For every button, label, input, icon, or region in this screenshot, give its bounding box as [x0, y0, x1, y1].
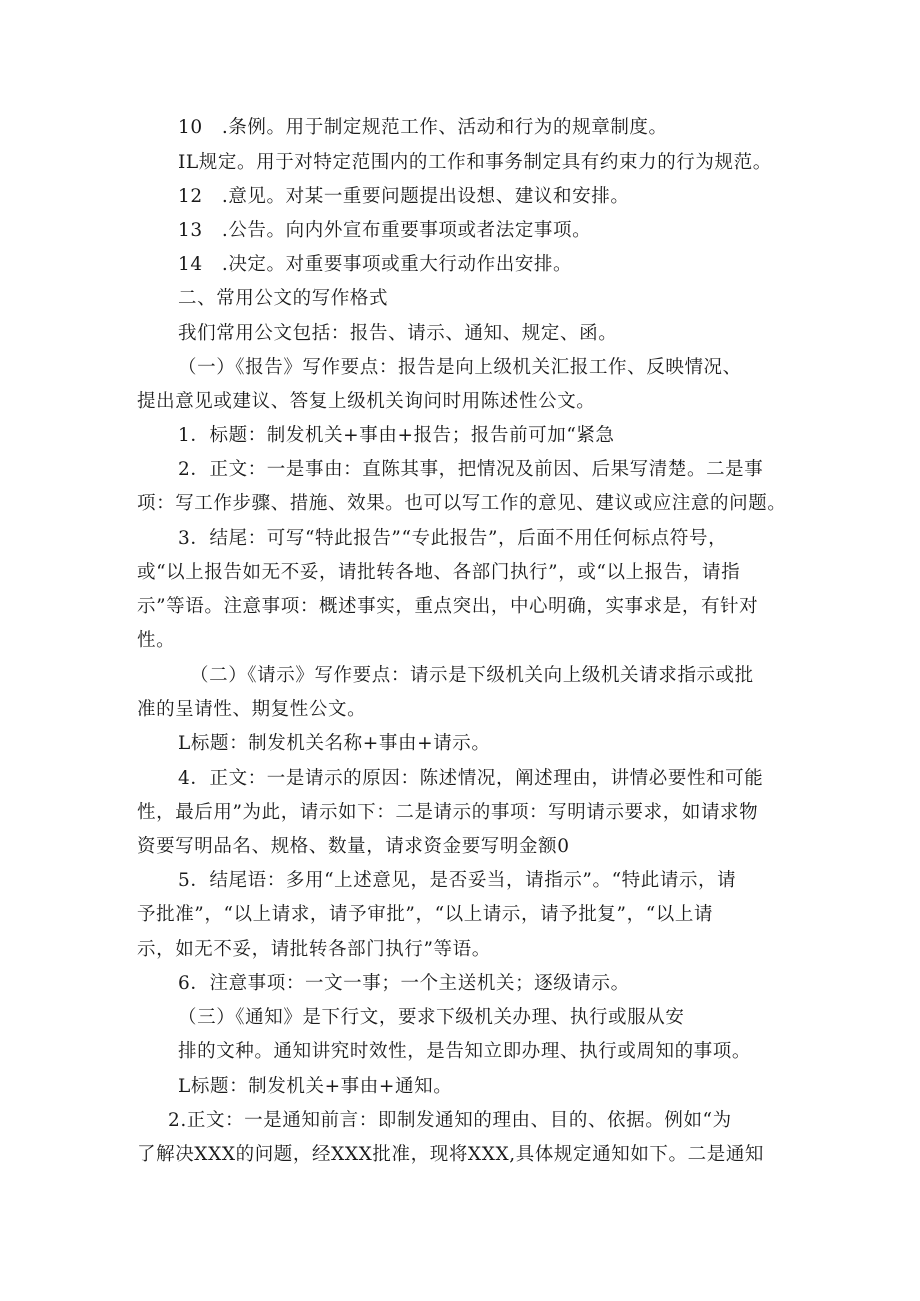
text-line: IL规定。用于对特定范围内的工作和事务制定具有约束力的行为规范。 — [178, 152, 772, 173]
text-line: L标题：制发机关名称+事由+请示。 — [178, 733, 491, 754]
text-line: 1．标题：制发机关+事由+报告；报告前可加“紧急 — [178, 425, 615, 446]
text-line: 2.正文：一是通知前言：即制发通知的理由、目的、依据。例如“为 — [168, 1110, 732, 1131]
text-line: 资要写明品名、规格、数量，请求资金要写明金额0 — [137, 836, 570, 857]
text-line: 我们常用公文包括：报告、请示、通知、规定、函。 — [178, 323, 618, 344]
text-line: 性，最后用”为此，请示如下：二是请示的事项：写明请示要求，如请求物 — [137, 802, 759, 823]
text-line: 14 .决定。对重要事项或重大行动作出安排。 — [178, 254, 573, 275]
text-line: 3．结尾：可写“特此报告”“专此报告”，后面不用任何标点符号， — [178, 528, 728, 549]
text-line: 6．注意事项：一文一事；一个主送机关；逐级请示。 — [178, 973, 630, 994]
subsection-heading: （一）《报告》写作要点：报告是向上级机关汇报工作、反映情况、 — [178, 357, 742, 378]
text-line: 提出意见或建议、答复上级机关询问时用陈述性公文。 — [137, 391, 596, 412]
text-line: 项：写工作步骤、措施、效果。也可以写工作的意见、建议或应注意的问题。 — [137, 493, 787, 514]
subsection-heading: （二）《请示》写作要点：请示是下级机关向上级机关请求指示或批 — [190, 665, 754, 686]
subsection-heading: （三）《通知》是下行文，要求下级机关办理、执行或服从安 — [178, 1007, 685, 1028]
text-line: 示，如无不妥，请批转各部门执行”等语。 — [137, 939, 491, 960]
text-line: 5．结尾语：多用“上述意见，是否妥当，请指示”。“特此请示，请 — [178, 870, 737, 891]
text-line: 性。 — [137, 630, 176, 651]
section-heading: 二、常用公文的写作格式 — [178, 288, 389, 309]
text-line: 了解决XXX的问题，经XXX批准，现将XXX,具体规定通知如下。二是通知 — [137, 1144, 765, 1165]
text-line: 排的文种。通知讲究时效性，是告知立即办理、执行或周知的事项。 — [178, 1041, 752, 1062]
text-line: 13 .公告。向内外宣布重要事项或者法定事项。 — [178, 220, 592, 241]
text-line: 4．正文：一是请示的原因：陈述情况，阐述理由，讲情必要性和可能 — [178, 768, 764, 789]
text-line: 12 .意见。对某一重要问题提出设想、建议和安排。 — [178, 186, 630, 207]
text-line: 2．正文：一是事由：直陈其事，把情况及前因、后果写清楚。二是事 — [178, 459, 764, 480]
text-line: 10 .条例。用于制定规范工作、活动和行为的规章制度。 — [178, 117, 668, 138]
text-line: L标题：制发机关+事由+通知。 — [178, 1076, 453, 1097]
text-line: 予批准”，“以上请求，请予审批”，“以上请示，请予批复”，“以上请 — [137, 904, 714, 925]
text-line: 准的呈请性、期复性公文。 — [137, 699, 367, 720]
text-line: 示”等语。注意事项：概述事实，重点突出，中心明确，实事求是，有针对 — [137, 596, 759, 617]
text-line: 或“以上报告如无不妥，请批转各地、各部门执行”，或“以上报告，请指 — [137, 562, 741, 583]
